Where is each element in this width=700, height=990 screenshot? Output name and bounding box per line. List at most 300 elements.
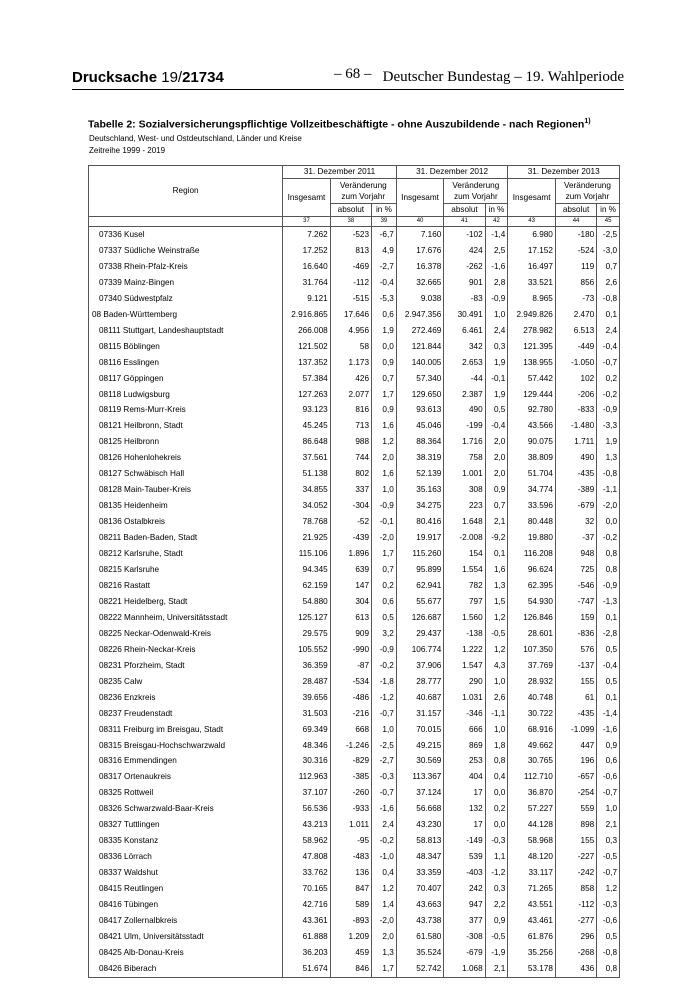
value-cell: -3,3: [597, 418, 620, 434]
value-cell: 0,5: [372, 610, 397, 626]
value-cell: 38.809: [508, 450, 556, 466]
table-row: [89, 753, 620, 769]
value-cell: 51.138: [283, 466, 331, 482]
value-cell: -0,3: [372, 769, 397, 785]
value-cell: 51.674: [283, 961, 331, 977]
value-cell: 45.245: [283, 418, 331, 434]
value-cell: -2,5: [597, 227, 620, 243]
value-cell: -546: [555, 578, 596, 594]
value-cell: 39.656: [283, 690, 331, 706]
value-cell: 0,7: [597, 259, 620, 275]
value-cell: 58: [330, 339, 371, 355]
region-cell: 08311 Freiburg im Breisgau, Stadt: [89, 722, 283, 738]
value-cell: 308: [444, 482, 485, 498]
value-cell: 43.213: [283, 817, 331, 833]
table-row: [89, 594, 620, 610]
table-row: [89, 578, 620, 594]
value-cell: -112: [330, 275, 371, 291]
value-cell: 0,0: [372, 339, 397, 355]
column-number-row: [89, 217, 620, 227]
value-cell: 869: [444, 738, 485, 754]
value-cell: 51.704: [508, 466, 556, 482]
value-cell: 0,8: [485, 753, 508, 769]
value-cell: 62.395: [508, 578, 556, 594]
value-cell: 1,0: [485, 722, 508, 738]
region-cell: 08417 Zollernalbkreis: [89, 913, 283, 929]
table-row: [89, 897, 620, 913]
value-cell: 2,6: [597, 275, 620, 291]
value-cell: -44: [444, 371, 485, 387]
value-cell: 1.031: [444, 690, 485, 706]
table-row: [89, 418, 620, 434]
value-cell: 1,3: [597, 450, 620, 466]
value-cell: 17: [444, 817, 485, 833]
table-row: [89, 498, 620, 514]
value-cell: 17.676: [396, 243, 444, 259]
value-cell: 19.917: [396, 530, 444, 546]
table-row: [89, 402, 620, 418]
value-cell: 1.001: [444, 466, 485, 482]
value-cell: -679: [555, 498, 596, 514]
value-cell: 666: [444, 722, 485, 738]
value-cell: -1,1: [485, 706, 508, 722]
value-cell: -3,0: [597, 243, 620, 259]
value-cell: 38.319: [396, 450, 444, 466]
value-cell: 112.710: [508, 769, 556, 785]
value-cell: 80.416: [396, 514, 444, 530]
value-cell: -0,1: [485, 371, 508, 387]
value-cell: -0,3: [597, 897, 620, 913]
table-row: [89, 275, 620, 291]
value-cell: -52: [330, 514, 371, 530]
value-cell: 7.262: [283, 227, 331, 243]
region-cell: 07337 Südliche Weinstraße: [89, 243, 283, 259]
value-cell: -1,2: [485, 865, 508, 881]
value-cell: 31.157: [396, 706, 444, 722]
table-row: [89, 610, 620, 626]
value-cell: -0,9: [597, 578, 620, 594]
value-cell: 404: [444, 769, 485, 785]
value-cell: 88.364: [396, 434, 444, 450]
value-cell: 28.601: [508, 626, 556, 642]
value-cell: 2,1: [597, 817, 620, 833]
value-cell: 34.774: [508, 482, 556, 498]
insgesamt-header: Insgesamt: [508, 179, 556, 217]
value-cell: 0,9: [372, 402, 397, 418]
value-cell: 137.352: [283, 355, 331, 371]
value-cell: 2.949.826: [508, 307, 556, 323]
value-cell: 126.687: [396, 610, 444, 626]
insgesamt-header: Insgesamt: [396, 179, 444, 217]
value-cell: 0,8: [597, 546, 620, 562]
value-cell: 1,9: [485, 355, 508, 371]
table-row: [89, 482, 620, 498]
value-cell: -1.480: [555, 418, 596, 434]
value-cell: -0,7: [372, 706, 397, 722]
value-cell: 559: [555, 801, 596, 817]
region-cell: 08115 Böblingen: [89, 339, 283, 355]
region-cell: 08317 Ortenaukreis: [89, 769, 283, 785]
value-cell: 43.551: [508, 897, 556, 913]
value-cell: 1,0: [485, 674, 508, 690]
table-row: [89, 849, 620, 865]
value-cell: 90.075: [508, 434, 556, 450]
value-cell: 29.437: [396, 626, 444, 642]
value-cell: 1.716: [444, 434, 485, 450]
value-cell: 16.497: [508, 259, 556, 275]
value-cell: 155: [555, 674, 596, 690]
table-row: [89, 371, 620, 387]
value-cell: 138.955: [508, 355, 556, 371]
value-cell: 4.956: [330, 323, 371, 339]
region-cell: 08128 Main-Tauber-Kreis: [89, 482, 283, 498]
table-row: [89, 546, 620, 562]
value-cell: -0,2: [597, 530, 620, 546]
value-cell: -1.246: [330, 738, 371, 754]
value-cell: 0,3: [485, 881, 508, 897]
value-cell: 70.015: [396, 722, 444, 738]
value-cell: 126.846: [508, 610, 556, 626]
value-cell: -0,9: [372, 498, 397, 514]
value-cell: 948: [555, 546, 596, 562]
value-cell: -469: [330, 259, 371, 275]
table-row: [89, 291, 620, 307]
value-cell: 1,7: [372, 387, 397, 403]
value-cell: 115.260: [396, 546, 444, 562]
value-cell: 0,6: [372, 307, 397, 323]
value-cell: 2,0: [372, 929, 397, 945]
value-cell: 37.906: [396, 658, 444, 674]
value-cell: 2,0: [485, 450, 508, 466]
value-cell: 56.536: [283, 801, 331, 817]
value-cell: 37.769: [508, 658, 556, 674]
value-cell: 1.209: [330, 929, 371, 945]
region-cell: 08426 Biberach: [89, 961, 283, 977]
change-header: Veränderung zum Vorjahr: [330, 179, 396, 204]
value-cell: 34.855: [283, 482, 331, 498]
value-cell: -0,4: [597, 658, 620, 674]
value-cell: 576: [555, 642, 596, 658]
value-cell: -206: [555, 387, 596, 403]
value-cell: -449: [555, 339, 596, 355]
value-cell: 21.925: [283, 530, 331, 546]
value-cell: -2,7: [372, 259, 397, 275]
value-cell: 0,7: [485, 498, 508, 514]
value-cell: 132: [444, 801, 485, 817]
value-cell: -2.008: [444, 530, 485, 546]
year-header-2013: 31. Dezember 2013: [508, 166, 620, 179]
value-cell: -1,4: [485, 227, 508, 243]
value-cell: 713: [330, 418, 371, 434]
value-cell: 40.687: [396, 690, 444, 706]
value-cell: 1,5: [485, 594, 508, 610]
value-cell: 30.491: [444, 307, 485, 323]
value-cell: 43.738: [396, 913, 444, 929]
value-cell: 30.316: [283, 753, 331, 769]
value-cell: 2.947.356: [396, 307, 444, 323]
value-cell: 159: [555, 610, 596, 626]
value-cell: -833: [555, 402, 596, 418]
value-cell: 725: [555, 562, 596, 578]
value-cell: 242: [444, 881, 485, 897]
value-cell: -180: [555, 227, 596, 243]
absolut-header: absolut: [330, 204, 371, 217]
region-cell: 08226 Rhein-Neckar-Kreis: [89, 642, 283, 658]
value-cell: 0,1: [597, 690, 620, 706]
value-cell: 0,2: [372, 578, 397, 594]
table-row: [89, 530, 620, 546]
region-header: Region: [89, 166, 283, 217]
value-cell: 1.711: [555, 434, 596, 450]
value-cell: 947: [444, 897, 485, 913]
value-cell: 2,8: [485, 275, 508, 291]
value-cell: 898: [555, 817, 596, 833]
value-cell: 0,6: [597, 753, 620, 769]
value-cell: -385: [330, 769, 371, 785]
value-cell: -2,0: [597, 498, 620, 514]
value-cell: -260: [330, 785, 371, 801]
value-cell: 35.524: [396, 945, 444, 961]
value-cell: 0,9: [372, 355, 397, 371]
value-cell: -346: [444, 706, 485, 722]
value-cell: 154: [444, 546, 485, 562]
value-cell: 0,7: [372, 371, 397, 387]
region-cell: 08119 Rems-Murr-Kreis: [89, 402, 283, 418]
column-number: 44: [555, 217, 596, 227]
percent-header: in %: [372, 204, 397, 217]
table-row: [89, 674, 620, 690]
table-row: [89, 323, 620, 339]
value-cell: 2.470: [555, 307, 596, 323]
value-cell: 0,3: [597, 833, 620, 849]
value-cell: 116.208: [508, 546, 556, 562]
value-cell: 337: [330, 482, 371, 498]
value-cell: 0,4: [485, 769, 508, 785]
region-cell: 08222 Mannheim, Universitätsstadt: [89, 610, 283, 626]
value-cell: -1,3: [597, 594, 620, 610]
value-cell: 342: [444, 339, 485, 355]
value-cell: 0,9: [485, 482, 508, 498]
value-cell: 1,0: [597, 801, 620, 817]
value-cell: 2,4: [372, 817, 397, 833]
column-number-empty: [89, 217, 283, 227]
table-row: [89, 738, 620, 754]
value-cell: -403: [444, 865, 485, 881]
value-cell: 1,2: [485, 610, 508, 626]
value-cell: 121.502: [283, 339, 331, 355]
change-header: Veränderung zum Vorjahr: [555, 179, 619, 204]
region-cell: 08 Baden-Württemberg: [89, 307, 283, 323]
value-cell: 2,0: [372, 450, 397, 466]
value-cell: 125.127: [283, 610, 331, 626]
value-cell: 33.359: [396, 865, 444, 881]
table-row: [89, 562, 620, 578]
value-cell: 127.263: [283, 387, 331, 403]
value-cell: 0,3: [485, 339, 508, 355]
table-row: [89, 450, 620, 466]
value-cell: -2,5: [372, 738, 397, 754]
value-cell: -0,2: [372, 658, 397, 674]
value-cell: 668: [330, 722, 371, 738]
value-cell: -435: [555, 466, 596, 482]
value-cell: -268: [555, 945, 596, 961]
value-cell: 1.173: [330, 355, 371, 371]
value-cell: 2,1: [485, 514, 508, 530]
table-row: [89, 913, 620, 929]
table-row: [89, 785, 620, 801]
value-cell: 48.346: [283, 738, 331, 754]
value-cell: 69.349: [283, 722, 331, 738]
percent-header: in %: [485, 204, 508, 217]
value-cell: 33.521: [508, 275, 556, 291]
value-cell: 34.052: [283, 498, 331, 514]
value-cell: 1,0: [372, 482, 397, 498]
value-cell: -435: [555, 706, 596, 722]
value-cell: 1,2: [597, 881, 620, 897]
value-cell: 490: [555, 450, 596, 466]
value-cell: 0,9: [485, 913, 508, 929]
value-cell: -523: [330, 227, 371, 243]
value-cell: 459: [330, 945, 371, 961]
value-cell: -747: [555, 594, 596, 610]
value-cell: 816: [330, 402, 371, 418]
value-cell: 3,2: [372, 626, 397, 642]
value-cell: -1,6: [372, 801, 397, 817]
table-row: [89, 658, 620, 674]
value-cell: -304: [330, 498, 371, 514]
region-cell: 08212 Karlsruhe, Stadt: [89, 546, 283, 562]
value-cell: 112.963: [283, 769, 331, 785]
region-cell: 08125 Heilbronn: [89, 434, 283, 450]
value-cell: 1,2: [372, 434, 397, 450]
region-cell: 07339 Mainz-Bingen: [89, 275, 283, 291]
table-title: Tabelle 2: Sozialversicherungspflichtige Vollzeitbeschäftigte - ohne Auszubildende - nach Regionen$^{1)}$: [88, 118, 591, 131]
value-cell: 0,2: [485, 801, 508, 817]
value-cell: 639: [330, 562, 371, 578]
percent-header: in %: [597, 204, 620, 217]
value-cell: 377: [444, 913, 485, 929]
value-cell: 35.163: [396, 482, 444, 498]
value-cell: 0,8: [597, 961, 620, 977]
value-cell: -0,9: [372, 642, 397, 658]
value-cell: 782: [444, 578, 485, 594]
value-cell: 1,2: [485, 642, 508, 658]
region-cell: 08325 Rottweil: [89, 785, 283, 801]
region-cell: 08425 Alb-Donau-Kreis: [89, 945, 283, 961]
value-cell: 909: [330, 626, 371, 642]
value-cell: 2,0: [485, 466, 508, 482]
value-cell: 539: [444, 849, 485, 865]
region-cell: 08216 Rastatt: [89, 578, 283, 594]
value-cell: -0,6: [597, 913, 620, 929]
value-cell: 52.742: [396, 961, 444, 977]
table-subtitle: Deutschland, West- und Ostdeutschland, Länder und Kreise: [89, 134, 302, 143]
value-cell: 40.748: [508, 690, 556, 706]
region-cell: 08421 Ulm, Universitätsstadt: [89, 929, 283, 945]
value-cell: 0,5: [597, 929, 620, 945]
table-row: [89, 339, 620, 355]
value-cell: -1,9: [485, 945, 508, 961]
value-cell: -0,2: [597, 387, 620, 403]
value-cell: -0,2: [372, 833, 397, 849]
value-cell: -216: [330, 706, 371, 722]
column-number: 40: [396, 217, 444, 227]
region-cell: 08337 Waldshut: [89, 865, 283, 881]
value-cell: 49.662: [508, 738, 556, 754]
value-cell: 1,3: [372, 945, 397, 961]
value-cell: -0,5: [597, 849, 620, 865]
value-cell: 1,9: [597, 434, 620, 450]
value-cell: -524: [555, 243, 596, 259]
value-cell: 1.547: [444, 658, 485, 674]
value-cell: 1.222: [444, 642, 485, 658]
value-cell: 1,7: [372, 961, 397, 977]
table-row: [89, 307, 620, 323]
value-cell: -1,2: [372, 690, 397, 706]
value-cell: 2.387: [444, 387, 485, 403]
value-cell: -227: [555, 849, 596, 865]
region-cell: 08415 Reutlingen: [89, 881, 283, 897]
value-cell: -242: [555, 865, 596, 881]
value-cell: -6,7: [372, 227, 397, 243]
column-number: 37: [283, 217, 331, 227]
table-row: [89, 259, 620, 275]
value-cell: 0,5: [485, 402, 508, 418]
value-cell: -137: [555, 658, 596, 674]
value-cell: 140.005: [396, 355, 444, 371]
value-cell: 1,0: [485, 307, 508, 323]
value-cell: -1,6: [597, 722, 620, 738]
value-cell: 9.038: [396, 291, 444, 307]
region-cell: 08221 Heidelberg, Stadt: [89, 594, 283, 610]
value-cell: 61.888: [283, 929, 331, 945]
value-cell: -0,5: [485, 626, 508, 642]
value-cell: 2,0: [485, 434, 508, 450]
value-cell: 436: [555, 961, 596, 977]
page-number: – 68 –: [334, 66, 372, 82]
value-cell: 847: [330, 881, 371, 897]
value-cell: 53.178: [508, 961, 556, 977]
value-cell: 424: [444, 243, 485, 259]
value-cell: 2.077: [330, 387, 371, 403]
value-cell: 6.513: [555, 323, 596, 339]
table-row: [89, 355, 620, 371]
value-cell: 304: [330, 594, 371, 610]
value-cell: 1,6: [485, 562, 508, 578]
value-cell: 95.899: [396, 562, 444, 578]
table-row: [89, 865, 620, 881]
value-cell: -893: [330, 913, 371, 929]
value-cell: -83: [444, 291, 485, 307]
value-cell: 0,5: [597, 674, 620, 690]
value-cell: 57.384: [283, 371, 331, 387]
value-cell: 43.461: [508, 913, 556, 929]
region-cell: 08231 Pforzheim, Stadt: [89, 658, 283, 674]
value-cell: 121.395: [508, 339, 556, 355]
value-cell: 113.367: [396, 769, 444, 785]
value-cell: 6.461: [444, 323, 485, 339]
value-cell: 856: [555, 275, 596, 291]
region-cell: 07340 Südwestpfalz: [89, 291, 283, 307]
value-cell: 490: [444, 402, 485, 418]
value-cell: 61: [555, 690, 596, 706]
value-cell: 1.554: [444, 562, 485, 578]
value-cell: 105.552: [283, 642, 331, 658]
table-row: [89, 626, 620, 642]
value-cell: 0,2: [597, 371, 620, 387]
value-cell: 0,0: [485, 817, 508, 833]
absolut-header: absolut: [444, 204, 485, 217]
